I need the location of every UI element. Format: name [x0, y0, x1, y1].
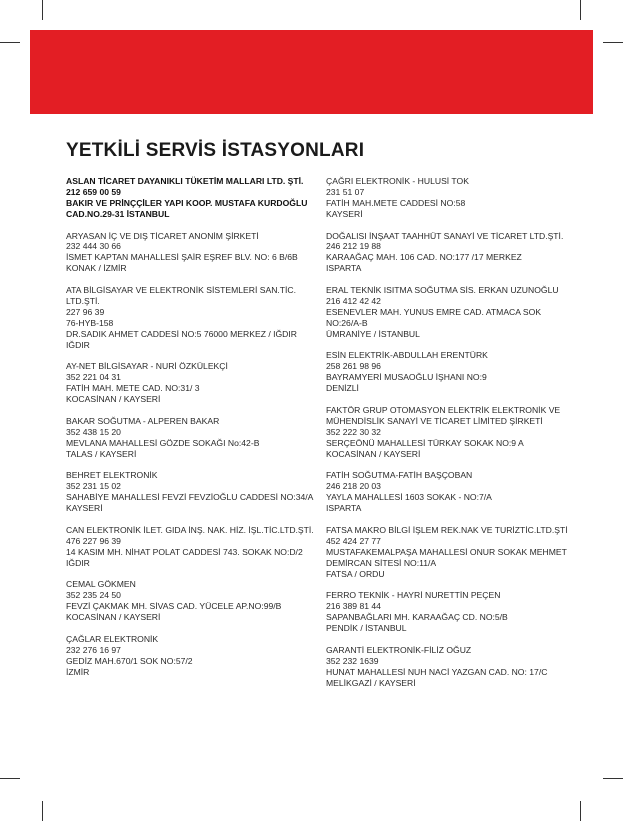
service-entry-line: BEHRET ELEKTRONİK — [66, 470, 158, 481]
service-entry-line: KAYSERİ — [326, 208, 363, 219]
service-entry-line: ÇAĞLAR ELEKTRONİK — [66, 633, 159, 644]
service-entry-line: 352 231 15 02 — [66, 481, 121, 492]
service-entry-line: 232 276 16 97 — [66, 644, 121, 655]
service-entry — [66, 361, 318, 405]
service-entry-line: FATİH SOĞUTMA-FATİH BAŞÇOBAN — [326, 470, 473, 481]
service-entry — [326, 470, 578, 514]
service-entry-line: GARANTİ ELEKTRONİK-FİLİZ OĞUZ — [326, 644, 472, 655]
service-entry-line: 352 235 24 50 — [66, 590, 121, 601]
crop-mark — [42, 801, 43, 821]
service-entry-line: DOĞALISI İNŞAAT TAAHHÜT SANAYİ VE TİCARET LTD.ŞTİ. — [326, 230, 564, 241]
service-entry-line: ISPARTA — [326, 503, 362, 514]
service-entry — [66, 634, 318, 678]
service-entry — [326, 176, 578, 220]
service-entry-line: 232 444 30 66 — [66, 241, 121, 252]
service-entry-line: 352 221 04 31 — [66, 372, 121, 383]
service-entry-line: 452 424 27 77 — [326, 535, 381, 546]
crop-mark — [580, 0, 581, 20]
service-entry-line: FATİH MAH.METE CADDESİ NO:58 — [326, 197, 466, 208]
service-entry-line: KARAAĞAÇ MAH. 106 CAD. NO:177 /17 MERKEZ — [326, 252, 522, 263]
crop-mark — [42, 0, 43, 20]
service-entry-line: ERAL TEKNİK ISITMA SOĞUTMA SİS. ERKAN UZUNOĞLU — [326, 285, 559, 296]
service-entry-line: IĞDIR — [66, 557, 90, 568]
service-entry-line: ESİN ELEKTRİK-ABDULLAH ERENTÜRK — [326, 350, 488, 361]
service-entry-line: FATSA MAKRO BİLGİ İŞLEM REK.NAK VE TURİZTİC.LTD.ŞTİ — [326, 524, 568, 535]
service-entry-line: FERRO TEKNİK - HAYRİ NURETTİN PEÇEN — [326, 590, 501, 601]
service-entry — [326, 645, 578, 689]
service-entry-line: DENİZLİ — [326, 383, 359, 394]
service-entry-line: KOCASİNAN / KAYSERİ — [66, 612, 161, 623]
service-entry-line: 76-HYB-158 — [66, 317, 114, 328]
crop-mark — [0, 42, 20, 43]
page-title: YETKİLİ SERVİS İSTASYONLARI — [66, 140, 365, 161]
service-entry-line: ISPARTA — [326, 263, 362, 274]
service-entry-line: ÇAĞRI ELEKTRONİK - HULUSİ TOK — [326, 176, 469, 186]
service-entry-line: ÜMRANİYE / İSTANBUL — [326, 328, 420, 339]
service-entry-line: ATA BİLGİSAYAR VE ELEKTRONİK SİSTEMLERİ SAN.TİC. — [66, 285, 297, 296]
service-entry — [326, 285, 578, 340]
crop-mark — [0, 778, 20, 779]
service-entry-line: PENDİK / İSTANBUL — [326, 623, 407, 634]
service-entry — [66, 525, 318, 569]
service-entry-line: 246 218 20 03 — [326, 481, 381, 492]
service-entry-line: 352 232 1639 — [326, 655, 379, 666]
service-entry — [326, 231, 578, 275]
service-entry-line: KOCASİNAN / KAYSERİ — [66, 394, 161, 405]
service-entry — [66, 470, 318, 514]
service-entry-line: 231 51 07 — [326, 186, 365, 197]
service-entry-line: SERÇEÖNÜ MAHALLESİ TÜRKAY SOKAK NO:9 A — [326, 437, 524, 448]
service-entry-line: MUSTAFAKEMALPAŞA MAHALLESİ ONUR SOKAK MEHMET — [326, 546, 567, 557]
service-entry-line: SAPANBAĞLARI MH. KARAAĞAÇ CD. NO:5/B — [326, 612, 508, 623]
service-entry-line: BAKIR VE PRİNÇÇİLER YAPI KOOP. MUSTAFA KURDOĞLU — [66, 197, 308, 208]
service-entry-line: 14 KASIM MH. NİHAT POLAT CADDESİ 743. SOKAK NO:D/2 — [66, 546, 303, 557]
service-entry-line: YAYLA MAHALLESİ 1603 SOKAK - NO:7/A — [326, 492, 492, 503]
service-entry-line: KOCASİNAN / KAYSERİ — [326, 448, 421, 459]
service-entry — [66, 579, 318, 623]
service-entry-line: ESENEVLER MAH. YUNUS EMRE CAD. ATMACA SOK — [326, 306, 542, 317]
service-entry-line: 212 659 00 59 — [66, 186, 121, 197]
service-entry-line: CEMAL GÖKMEN — [66, 579, 136, 590]
crop-mark — [580, 801, 581, 821]
service-entry-line: SAHABİYE MAHALLESİ FEVZİ FEVZİOĞLU CADDESİ NO:34/A — [66, 492, 314, 503]
crop-mark — [603, 778, 623, 779]
service-entry-line: 258 261 98 96 — [326, 361, 381, 372]
service-entry — [66, 416, 318, 460]
service-entry-line: DR.SADIK AHMET CADDESİ NO:5 76000 MERKEZ / IĞDIR — [66, 328, 297, 339]
service-entry-line: 216 389 81 44 — [326, 601, 381, 612]
service-entry-line: CAN ELEKTRONİK İLET. GIDA İNŞ. NAK. HİZ. İŞL.TİC.LTD.ŞTİ. — [66, 524, 314, 535]
service-entry-line: 352 438 15 20 — [66, 426, 121, 437]
service-entry-line: ARYASAN İÇ VE DIŞ TİCARET ANONİM ŞİRKETİ — [66, 230, 259, 241]
service-entry-line: FATSA / ORDU — [326, 568, 385, 579]
service-entry-line: KONAK / İZMİR — [66, 263, 127, 274]
service-entry-line: 227 96 39 — [66, 306, 105, 317]
service-entry-line: HUNAT MAHALLESİ NUH NACİ YAZGAN CAD. NO: 17/C — [326, 666, 548, 677]
service-entry-line: DEMİRCAN SİTESİ NO:11/A — [326, 557, 437, 568]
service-entry-line: MEVLANA MAHALLESİ GÖZDE SOKAĞI No:42-B — [66, 437, 260, 448]
crop-mark — [603, 42, 623, 43]
service-entry — [326, 350, 578, 394]
service-entry — [66, 285, 318, 350]
service-entry-line: TALAS / KAYSERİ — [66, 448, 137, 459]
service-entry-line: GEDİZ MAH.670/1 SOK NO:57/2 — [66, 655, 193, 666]
service-entry-line: KAYSERİ — [66, 503, 103, 514]
service-entry — [326, 405, 578, 460]
service-entry-line: CAD.NO.29-31 İSTANBUL — [66, 208, 170, 219]
header-banner — [30, 30, 593, 114]
service-entry-line: IĞDIR — [66, 339, 90, 350]
service-entry-line: 352 222 30 32 — [326, 426, 381, 437]
service-entry — [66, 231, 318, 275]
service-entry-line: ASLAN TİCARET DAYANIKLI TÜKETİM MALLARI LTD. ŞTİ. — [66, 176, 304, 186]
service-entry-line: 216 412 42 42 — [326, 295, 381, 306]
service-entry-line: İSMET KAPTAN MAHALLESİ ŞAİR EŞREF BLV. NO: 6 B/6B — [66, 252, 298, 263]
service-list-left — [66, 176, 318, 688]
service-entry-line: FEVZİ ÇAKMAK MH. SİVAS CAD. YÜCELE AP.NO:99/B — [66, 601, 282, 612]
service-entry-line: 246 212 19 88 — [326, 241, 381, 252]
service-entry — [326, 525, 578, 580]
service-entry-line: AY-NET BİLGİSAYAR - NURİ ÖZKÜLEKÇİ — [66, 361, 228, 372]
service-entry-line: NO:26/A-B — [326, 317, 368, 328]
service-entry-line: BAKAR SOĞUTMA - ALPEREN BAKAR — [66, 415, 220, 426]
service-entry-line: MELİKGAZİ / KAYSERİ — [326, 677, 416, 688]
service-entry — [326, 590, 578, 634]
service-entry-line: BAYRAMYERİ MUSAOĞLU İŞHANI NO:9 — [326, 372, 487, 383]
service-entry-line: FAKTÖR GRUP OTOMASYON ELEKTRİK ELEKTRONİK VE — [326, 404, 561, 415]
service-entry-line: İZMİR — [66, 666, 90, 677]
service-entry — [66, 176, 318, 220]
service-entry-line: MÜHENDİSLİK SANAYİ VE TİCARET LİMİTED ŞİRKETİ — [326, 415, 543, 426]
service-entry-line: LTD.ŞTİ. — [66, 295, 100, 306]
service-list-right — [326, 176, 578, 699]
service-entry-line: 476 227 96 39 — [66, 535, 121, 546]
service-entry-line: FATİH MAH. METE CAD. NO:31/ 3 — [66, 383, 200, 394]
